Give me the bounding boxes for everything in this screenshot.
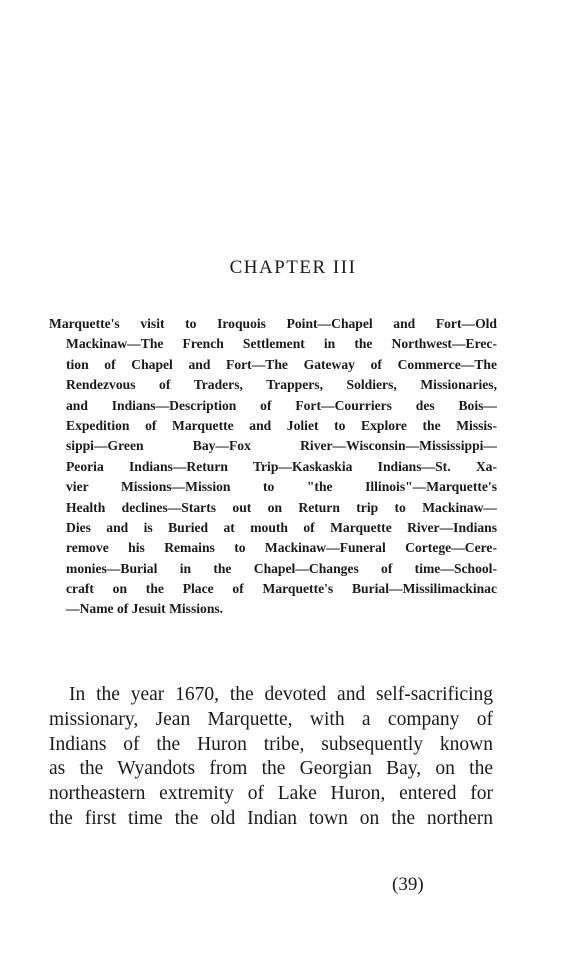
synopsis-line: monies—Burial in the Chapel—Changes of time—School-	[66, 560, 497, 576]
synopsis-line: Marquette's visit to Iroquois Point—Chapel and Fort—Old	[49, 316, 497, 331]
body-line: the first time the old Indian town on the northern	[49, 807, 493, 829]
chapter-synopsis	[49, 314, 497, 620]
chapter-title: CHAPTER III	[229, 257, 357, 278]
synopsis-line: craft on the Place of Marquette's Burial—Missilimackinac	[66, 581, 497, 597]
synopsis-line: Expedition of Marquette and Joliet to Explore the Missis-	[66, 417, 497, 433]
synopsis-line: Rendezvous of Traders, Trappers, Soldiers, Missionaries,	[66, 377, 497, 393]
body-line: missionary, Jean Marquette, with a company of	[49, 708, 493, 730]
synopsis-line: Health declines—Starts out on Return trip to Mackinaw—	[66, 499, 497, 515]
body-line: In the year 1670, the devoted and self-sacrificing	[69, 684, 493, 705]
synopsis-line: remove his Remains to Mackinaw—Funeral Cortege—Cere-	[66, 540, 497, 556]
body-line: northeastern extremity of Lake Huron, entered for	[49, 783, 493, 805]
synopsis-line-last: —Name of Jesuit Missions.	[66, 601, 224, 617]
body-line: as the Wyandots from the Georgian Bay, on the	[49, 758, 493, 780]
body-paragraph	[49, 683, 493, 832]
synopsis-line: Dies and is Buried at mouth of Marquette River—Indians	[66, 519, 497, 535]
synopsis-line: tion of Chapel and Fort—The Gateway of Commerce—The	[66, 356, 497, 372]
synopsis-line: vier Missions—Mission to "the Illinois"—Marquette's	[66, 479, 497, 495]
body-line: Indians of the Huron tribe, subsequently known	[49, 733, 493, 755]
synopsis-line: Mackinaw—The French Settlement in the Northwest—Erec-	[66, 336, 497, 352]
page-number: (39)	[392, 874, 424, 895]
synopsis-line: and Indians—Description of Fort—Courriers des Bois—	[66, 397, 497, 413]
synopsis-line: Peoria Indians—Return Trip—Kaskaskia Indians—St. Xa-	[66, 458, 497, 474]
synopsis-line: sippi—Green Bay—Fox River—Wisconsin—Mississippi—	[66, 438, 497, 454]
